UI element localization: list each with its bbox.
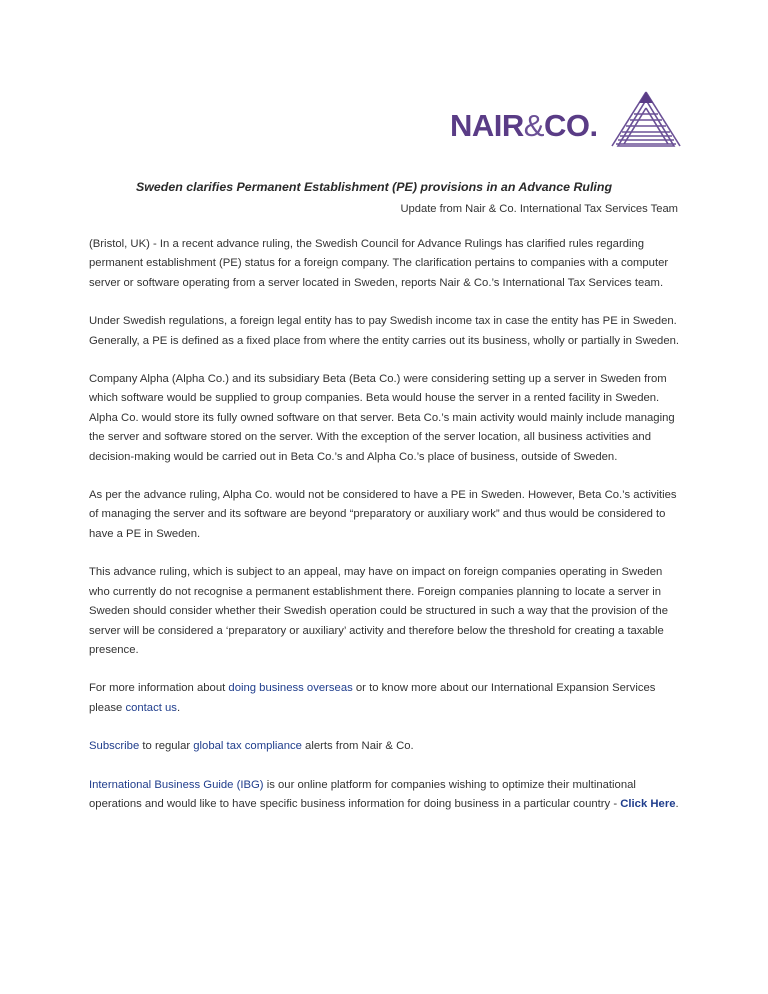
doing-business-overseas-link[interactable]: doing business overseas: [228, 682, 353, 695]
page-title: Sweden clarifies Permanent Establishment (PE) provisions in an Advance Ruling: [136, 180, 613, 194]
pyramid-logo-icon: [608, 88, 684, 152]
more-info-mid: or to know more about our International Expansion Services please: [89, 682, 656, 714]
more-info-paragraph: [89, 679, 685, 718]
nair-co-logo: [450, 88, 684, 152]
more-info-pre: For more information about: [89, 682, 229, 695]
logo-co: CO.: [543, 108, 598, 143]
page-subtitle: Update from Nair & Co. International Tax Services Team: [400, 203, 678, 215]
subscribe-post: alerts from Nair & Co.: [301, 740, 414, 753]
paragraph-1: (Bristol, UK) - In a recent advance ruling, the Swedish Council for Advance Rulings has clarified rules regarding permanent establishment (PE) status for a foreign company. The clarification pertains to companies with a computer server or software operating from a server located in Sweden, reports Nair & Co.’s International Tax Services team.: [89, 238, 669, 289]
click-here-link[interactable]: Click Here: [620, 797, 676, 810]
paragraph-3: Company Alpha (Alpha Co.) and its subsidiary Beta (Beta Co.) were considering setting up a server in Sweden from which software would be supplied to group companies. Beta would house the server in a rented facility in Sweden. Alpha Co. would store its fully owned software on that server. Beta Co.’s main activity would mainly include managing the server and software stored on the server. With the exception of the server location, all business activities and decision-making would be carried out in Beta Co.’s and Alpha Co.’s place of business, outside of Sweden.: [89, 373, 675, 463]
subscribe-paragraph: [89, 737, 685, 756]
ibg-mid: is our online platform for companies wishing to optimize their multinational operations and would like to have specific business information for doing business in a particular country -: [89, 778, 636, 810]
global-tax-compliance-link[interactable]: global tax compliance: [193, 740, 302, 753]
ibg-link[interactable]: International Business Guide (IBG): [89, 778, 264, 791]
more-info-post: .: [176, 701, 181, 714]
ibg-paragraph: [89, 776, 685, 815]
logo-wordmark: [450, 108, 598, 144]
contact-us-link[interactable]: contact us: [125, 701, 177, 714]
paragraph-2: Under Swedish regulations, a foreign legal entity has to pay Swedish income tax in case the entity has PE in Sweden. Generally, a PE is defined as a fixed place from where the entity carries out its business, wholly or partially in Sweden.: [89, 315, 680, 347]
paragraph-5: This advance ruling, which is subject to an appeal, may have on impact on foreign companies operating in Sweden who currently do not recognise a permanent establishment there. Foreign companies planning to locate a server in Sweden should consider whether their Swedish operation could be structured in such a way that the provision of the server will be considered a ‘preparatory or auxiliary’ activity and therefore below the threshold for creating a taxable presence.: [89, 566, 668, 656]
article-body: [89, 235, 685, 833]
ibg-post: .: [675, 797, 679, 810]
paragraph-4: As per the advance ruling, Alpha Co. would not be considered to have a PE in Sweden. However, Beta Co.’s activities of managing the server and its software are beyond “preparatory or auxiliary work” and thus would be considered to have a PE in Sweden.: [89, 489, 677, 540]
subscribe-link[interactable]: Subscribe: [89, 740, 140, 753]
logo-brand: NAIR: [450, 108, 524, 143]
logo-amp: &: [523, 108, 544, 143]
subscribe-mid: to regular: [139, 740, 194, 753]
